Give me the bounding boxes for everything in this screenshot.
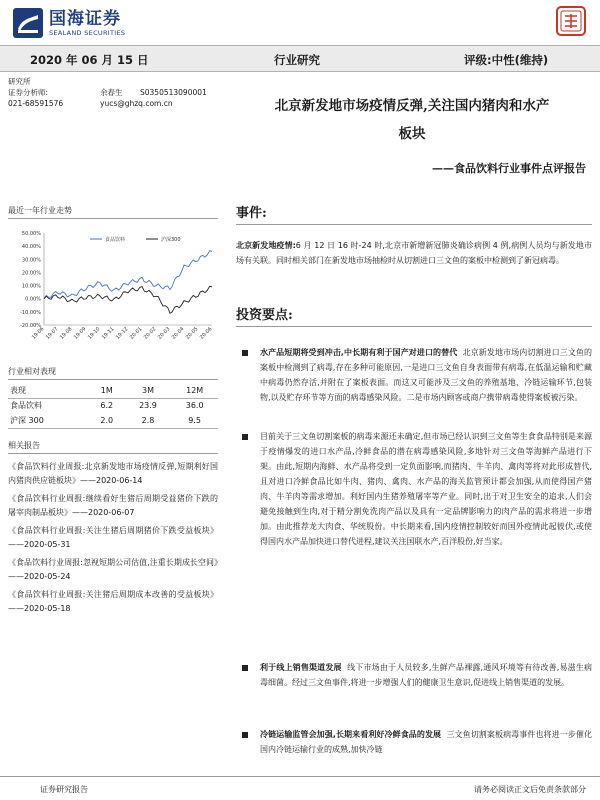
investment-point (260, 345, 592, 405)
footer-left-label: 证券研究报告 (40, 785, 88, 794)
table-cell: 2.0 (89, 413, 125, 428)
x-tick-label: 19-11 (100, 326, 116, 341)
y-tick-label: -10.00% (20, 309, 41, 316)
analyst-certificate: S0350513090001 (140, 88, 207, 97)
x-tick-label: 19-12 (114, 326, 130, 341)
report-date: 2020 年 06 月 15 日 (30, 53, 149, 67)
series-line (44, 251, 212, 299)
analyst-phone: 021-68591576 (8, 99, 64, 108)
report-type: 行业研究 (274, 53, 320, 67)
analyst-name: 余春生 (100, 88, 123, 97)
investment-point-text: 三文鱼切割案板病毒事件也将进一步催化国内冷链运输行业的成熟,加快冷链 (260, 730, 592, 754)
investment-point-text: 北京新发地市场内切割进口三文鱼的案板中检测到了病毒,存在多种可能原因,一是进口三文鱼自身表面带有病毒,在低温运输和贮藏中病毒仍然存活,并附在了案板表面。而这又可能涉及三文鱼的养殖基地、冷链运输环节,包装物,以及贮存环节等方面的病毒感染风险。二是市场内顾客或商户携带病毒使得案板被污染。 (260, 348, 593, 402)
table-cell: 食品饮料 (10, 401, 42, 411)
table-cell: 9.5 (171, 413, 218, 428)
event-text: 6 月 12 日 16 时-24 时,北京市新增新冠肺炎确诊病例 4 例,病例人员均与新发地市场有关联。同时相关部门在新发地市场抽检时从切割进口三文鱼的案板中检测到了新冠病毒。 (236, 241, 592, 265)
page-footer (0, 776, 600, 800)
relative-performance-section (8, 366, 218, 429)
event-paragraph (236, 238, 592, 268)
industry-trend-chart (8, 225, 218, 353)
company-logo (12, 6, 162, 40)
column-header: 1M (89, 383, 125, 398)
event-heading: 事件: (236, 202, 592, 225)
footer-disclaimer: 请务必阅读正文后免责条款部分 (474, 785, 586, 794)
industry-trend-title: 最近一年行业走势 (8, 205, 218, 219)
x-tick-label: 19-06 (30, 326, 46, 341)
x-tick-label: 20-01 (128, 326, 144, 341)
event-lead: 北京新发地疫情: (236, 241, 296, 250)
y-tick-label: 0.00% (25, 296, 41, 303)
legend-label: 食品饮料 (105, 237, 126, 243)
series-line (44, 286, 212, 313)
table-cell: 沪深 300 (8, 413, 89, 428)
column-header: 3M (125, 383, 172, 398)
industry-trend-section (8, 205, 218, 357)
x-tick-label: 19-10 (86, 326, 102, 341)
x-tick-label: 19-09 (72, 326, 88, 341)
related-report-link[interactable]: 《食品饮料行业周报:关注生猪后周期猪价下跌受益板块》——2020-05-31 (8, 526, 218, 549)
y-tick-label: 20.00% (21, 270, 41, 277)
bullet-square-icon (242, 350, 248, 356)
investment-point (260, 727, 592, 757)
x-tick-label: 20-04 (170, 326, 186, 341)
related-reports-list (8, 460, 218, 616)
table-cell: 6.2 (100, 401, 114, 411)
y-tick-label: -20.00% (20, 323, 41, 329)
related-report-link[interactable]: 《食品饮料行业周报:关注猪后周期成本改善的受益板块》——2020-05-18 (8, 590, 218, 613)
investment-heading: 投资要点: (236, 304, 592, 327)
table-row (8, 413, 218, 428)
investment-point-lead: 水产品短期将受到冲击,中长期有利于国产对进口的替代 (260, 348, 458, 357)
table-cell: 36.0 (185, 401, 204, 411)
analyst-info (8, 76, 218, 134)
report-info-band (0, 45, 600, 72)
investment-point (260, 429, 592, 549)
investment-point-text: 线下市场由于人员较多,生鲜产品裸露,通风环境等有待改善,易滋生病毒细菌。经过三文鱼事件,将进一步增强人们的健康卫生意识,促进线上销售渠道的发展。 (260, 663, 593, 687)
y-tick-label: 10.00% (21, 283, 41, 290)
investment-point-text: 目前关于三文鱼切割案板的病毒来源还未确定,但市场已经认识到三文鱼等生食食品特别是来源于疫情爆发的进口水产品,冷鲜食品的潜在病毒感染风险,多地针对三文鱼等海鲜产品进行下架。由此,短期内海鲜、水产品将受到一定负面影响,而猪肉、牛羊肉、禽肉等将对此形成替代,且对进口冷鲜食品比如牛肉、猪肉、禽肉、水产品的海关监管预计都会加强,从而使得国产猪肉、牛羊肉等需求增加。利好国内生猪养殖屠宰等产业。同时,出于对卫生安全的追求,人们会避免接触到生肉,对于精分割免洗肉产品以及具有一定品牌影响力的肉产品的需求将进一步增加。由此推荐龙大肉食、华统股份。中长期来看,国内疫情控制较好而国外疫情此起彼伏,或使得国内水产品加快进口替代进程,建议关注国联水产,百洋股份,好当家。 (260, 432, 592, 546)
x-tick-label: 20-05 (184, 326, 200, 341)
related-report-link[interactable]: 《食品饮料行业周报:北京新发地市场疫情反弹,短期利好国内猪肉供应链板块》——2020-06-14 (8, 462, 218, 485)
x-tick-label: 19-08 (58, 326, 74, 341)
logo-chinese-name: 国海证券 (49, 9, 121, 29)
analyst-email[interactable]: yucs@ghzq.com.cn (100, 99, 173, 108)
y-tick-label: 50.00% (21, 231, 41, 237)
report-title-line-2: 板块 (398, 126, 426, 142)
related-reports-title: 相关报告 (8, 440, 218, 454)
relative-performance-title: 行业相对表现 (8, 366, 218, 380)
legend-label: 沪深300 (161, 237, 181, 243)
related-report-link[interactable]: 《食品饮料行业周报:继续看好生猪后周期受益猪价下跌的屠宰肉制品板块》——2020-06-07 (8, 494, 218, 517)
related-report-link[interactable]: 《食品饮料行业周报:忽视短期公司估值,注重长期成长空间》——2020-05-24 (8, 558, 218, 581)
investment-point (260, 660, 592, 690)
report-title-line-1: 北京新发地市场疫情反弹,关注国内猪肉和水产 (274, 98, 550, 114)
industry-rating: 评级:中性(维持) (464, 53, 549, 67)
report-subtitle: ——食品饮料行业事件点评报告 (432, 162, 586, 175)
logo-english-name: SEALAND SECURITIES (49, 29, 126, 37)
table-header-row (8, 383, 218, 398)
bullet-square-icon (242, 665, 248, 671)
investment-point-lead: 利于线上销售渠道发展 (260, 663, 342, 672)
y-tick-label: 30.00% (21, 257, 41, 264)
left-sidebar (8, 76, 218, 613)
x-tick-label: 20-06 (198, 326, 214, 341)
x-tick-label: 20-02 (142, 326, 158, 341)
bullet-square-icon (242, 434, 248, 440)
column-header: 表现 (8, 383, 89, 398)
table-cell: 23.9 (139, 401, 157, 411)
table-row (8, 398, 218, 413)
x-tick-label: 20-03 (156, 326, 172, 341)
related-reports-section (8, 440, 218, 620)
relative-performance-table (8, 383, 218, 429)
research-institute-seal (556, 6, 586, 36)
investment-point-lead: 冷链运输监管会加强,长期来看利好冷鲜食品的发展 (260, 730, 442, 739)
y-tick-label: 40.00% (21, 244, 41, 251)
bullet-square-icon (242, 732, 248, 738)
column-header: 12M (171, 383, 218, 398)
analyst-label: 证券分析师: (8, 88, 49, 97)
x-tick-label: 19-07 (44, 326, 60, 341)
analyst-department: 研究所 (8, 77, 31, 86)
logo-mark-icon (12, 7, 44, 39)
table-cell: 2.8 (125, 413, 172, 428)
